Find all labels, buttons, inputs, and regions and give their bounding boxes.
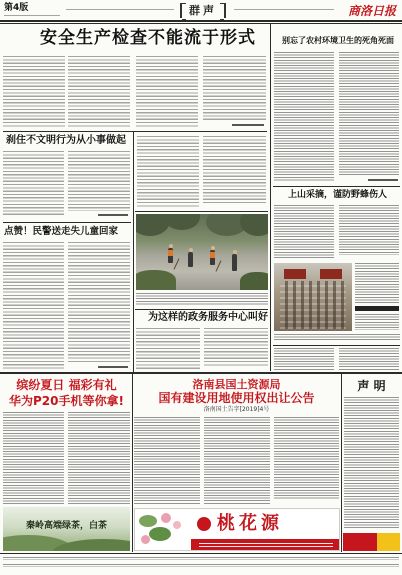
blossom bbox=[161, 513, 171, 523]
building-sign bbox=[284, 269, 306, 279]
body-text-column bbox=[68, 56, 130, 128]
person bbox=[210, 250, 215, 265]
building-sign bbox=[320, 269, 342, 279]
leaf bbox=[139, 515, 157, 527]
rural-hygiene-headline: 别忘了农村环境卫生的死角死面 bbox=[282, 36, 394, 45]
photo-caption bbox=[136, 293, 268, 306]
tea-slogan: 秦岭高端绿茶，白茶 bbox=[25, 521, 107, 531]
body-text-column bbox=[274, 417, 339, 499]
real-estate-advert bbox=[134, 508, 340, 551]
body-text-column bbox=[203, 136, 266, 204]
masthead-rule bbox=[0, 20, 402, 22]
body-text-column bbox=[274, 52, 334, 182]
body-text-column bbox=[204, 328, 268, 366]
body-text-column bbox=[137, 136, 199, 208]
civility-headline: 刹住不文明行为从小事做起 bbox=[6, 135, 126, 146]
body-text-column bbox=[339, 348, 399, 370]
layout-credit-line bbox=[234, 9, 334, 12]
building-facade bbox=[280, 281, 346, 329]
body-text-column bbox=[274, 205, 334, 259]
advert-text bbox=[355, 263, 399, 303]
byline bbox=[98, 214, 128, 216]
service-center-headline: 为这样的政务服务中心叫好 bbox=[148, 312, 268, 323]
body-text-column bbox=[3, 412, 64, 504]
body-text-column bbox=[68, 151, 130, 211]
body-text-column bbox=[3, 242, 64, 369]
police-headline: 点赞！民警送走失儿童回家 bbox=[4, 226, 119, 237]
broom bbox=[174, 258, 180, 269]
body-text-column bbox=[339, 52, 399, 176]
blossom bbox=[141, 535, 150, 544]
footer-rule bbox=[0, 553, 402, 554]
editor-info-line bbox=[66, 9, 174, 12]
advert-strip-text bbox=[199, 543, 333, 548]
notice-issuer: 洛南县国土资源局 bbox=[192, 378, 281, 391]
section-rule bbox=[273, 345, 400, 346]
body-text-column bbox=[136, 56, 198, 128]
advert-address bbox=[274, 334, 400, 342]
byline bbox=[368, 179, 398, 181]
tea-advert-photo bbox=[3, 507, 130, 551]
wild-bees-headline: 上山采摘，谨防野蜂伤人 bbox=[288, 190, 388, 200]
restaurant-advert bbox=[343, 533, 400, 551]
body-text-column bbox=[134, 417, 200, 505]
column-rule bbox=[341, 374, 342, 552]
body-text-column bbox=[3, 56, 65, 128]
person bbox=[188, 252, 193, 267]
paper-logo: 商洛日报 bbox=[348, 4, 397, 18]
person bbox=[168, 248, 173, 263]
section-rule bbox=[135, 211, 268, 212]
byline bbox=[232, 124, 264, 126]
footer-imprint bbox=[3, 564, 399, 567]
footer-imprint bbox=[3, 557, 399, 560]
body-text-column bbox=[274, 348, 334, 370]
bush bbox=[136, 270, 176, 290]
column-rule bbox=[270, 24, 271, 371]
page-number: 第4版 bbox=[4, 3, 29, 13]
brand-logo bbox=[197, 517, 211, 531]
lottery-headline: 缤纷夏日 福彩有礼 bbox=[16, 378, 117, 392]
advert-text bbox=[355, 314, 399, 330]
column-rule bbox=[132, 374, 133, 552]
news-photo bbox=[136, 214, 268, 290]
tree bbox=[240, 214, 268, 236]
issue-date-line bbox=[4, 15, 60, 18]
section-rule bbox=[3, 222, 131, 223]
section-banner bbox=[180, 3, 226, 18]
broom bbox=[216, 260, 222, 271]
leaf bbox=[149, 527, 171, 541]
body-text-column bbox=[68, 242, 130, 362]
masthead-rule-thin bbox=[0, 23, 402, 24]
blossom bbox=[173, 521, 181, 529]
tree bbox=[164, 214, 200, 230]
lottery-subheadline: 华为P20手机等你拿! bbox=[9, 394, 124, 408]
bush bbox=[240, 272, 268, 290]
section-title: 群声 bbox=[189, 4, 217, 17]
advert-phone bbox=[355, 306, 399, 311]
body-text-column bbox=[204, 417, 270, 505]
section-rule bbox=[273, 186, 400, 187]
body-text-column bbox=[136, 328, 200, 370]
real-estate-brand: 桃花源 bbox=[217, 513, 283, 534]
column-rule bbox=[133, 131, 134, 372]
body-text-column bbox=[203, 56, 266, 120]
notice-doc-number: 洛南国土告字[2019]4号 bbox=[203, 406, 270, 413]
body-text-column bbox=[339, 205, 399, 255]
section-rule bbox=[135, 309, 268, 310]
ad-zone-rule bbox=[0, 372, 402, 374]
byline bbox=[98, 366, 128, 368]
section-rule bbox=[3, 131, 267, 132]
body-text-column bbox=[68, 412, 130, 504]
body-text-column bbox=[3, 151, 64, 217]
statement-headline: 声 明 bbox=[357, 379, 386, 393]
lead-headline: 安全生产检查不能流于形式 bbox=[40, 28, 256, 48]
notice-title: 国有建设用地使用权出让公告 bbox=[158, 391, 315, 405]
advert-image bbox=[274, 263, 352, 331]
person bbox=[232, 254, 237, 271]
body-text-column bbox=[344, 397, 399, 529]
